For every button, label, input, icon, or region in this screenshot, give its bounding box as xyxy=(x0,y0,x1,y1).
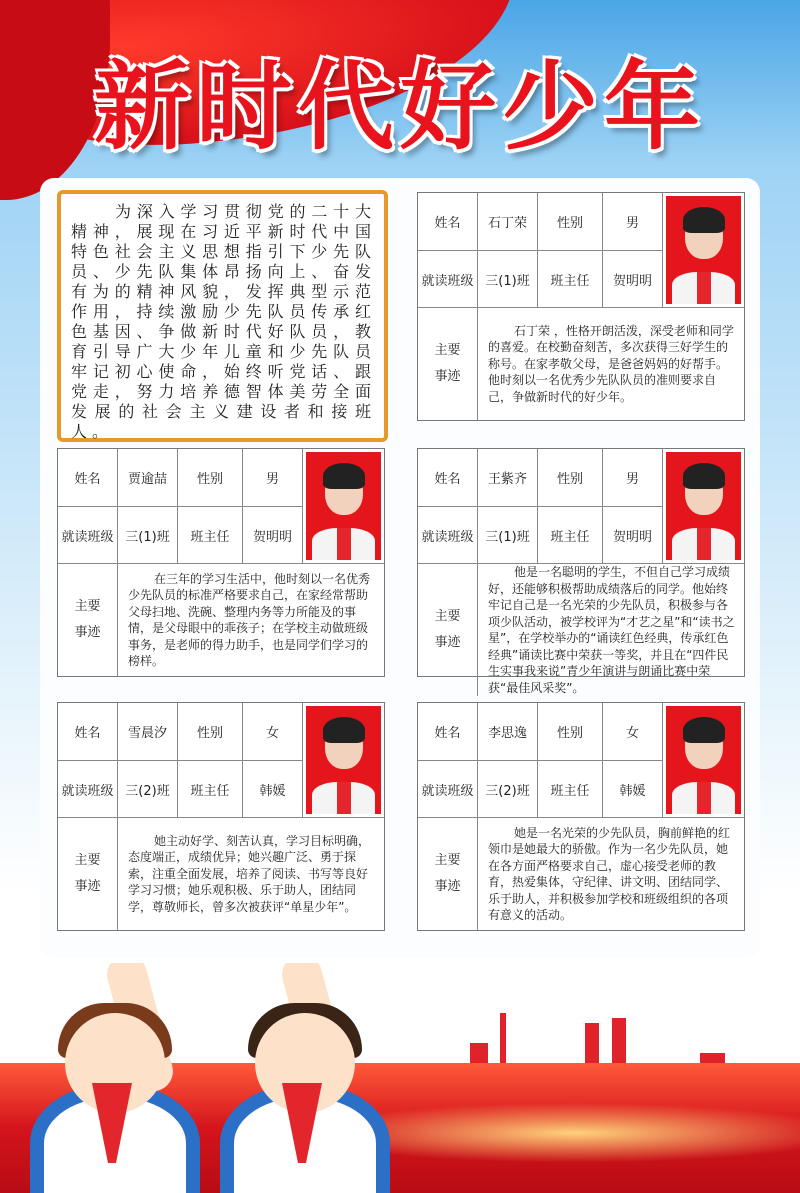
class-label: 就读班级 xyxy=(418,761,478,818)
deeds-label xyxy=(58,818,118,930)
deeds-label xyxy=(58,564,118,676)
student-class: 三(2)班 xyxy=(478,761,538,818)
student-class: 三(1)班 xyxy=(478,251,538,308)
gender-label: 性别 xyxy=(178,703,243,761)
gender-label: 性别 xyxy=(538,449,603,507)
saluting-boy xyxy=(210,963,400,1193)
student-photo xyxy=(663,449,744,564)
gender-label: 性别 xyxy=(178,449,243,507)
name-label: 姓名 xyxy=(418,703,478,761)
teacher-name: 韩媛 xyxy=(243,761,303,818)
deeds-text: 她是一名光荣的少先队员，胸前鲜艳的红领巾是她最大的骄傲。作为一名少先队员，她在各方面严格要求自己，虚心接受老师的教育，热爱集体，守纪律、讲文明、团结同学、乐于助人，并积极参加学校和班级组织的各项有意义的活动。 xyxy=(488,825,731,922)
name-label: 姓名 xyxy=(58,703,118,761)
name-label: 姓名 xyxy=(58,449,118,507)
name-label: 姓名 xyxy=(418,449,478,507)
student-name: 李思逸 xyxy=(478,703,538,761)
intro-text: 为深入学习贯彻党的二十大精神，展现在习近平新时代中国特色社会主义思想指引下少先队员、少先队集体昂扬向上、奋发有为的精神风貌，发挥典型示范作用，持续激励少先队员传承红色基因、争做新时代好队员，教育引导广大少年儿童和少先队员牢记初心使命，始终听党话、跟党走，努力培养德智体美劳全面发展的社会主义建设者和接班人。 xyxy=(57,190,388,442)
student-card xyxy=(57,448,385,677)
deeds-label-line2: 事迹 xyxy=(434,635,461,650)
student-deeds xyxy=(118,818,384,930)
student-photo xyxy=(303,703,384,818)
student-class: 三(1)班 xyxy=(478,507,538,564)
student-gender: 男 xyxy=(603,193,663,251)
student-card xyxy=(417,448,745,695)
student-card xyxy=(57,702,385,931)
deeds-text: 她主动好学、刻苦认真，学习目标明确，态度端正，成绩优异；她兴趣广泛、勇于探索，注重全面发展，培养了阅读、书写等良好学习习惯；她乐观积极、乐于助人，团结同学，尊敬师长，曾多次被获评“单星少年”。 xyxy=(128,833,371,914)
deeds-label-line2: 事迹 xyxy=(434,369,461,384)
name-label: 姓名 xyxy=(418,193,478,251)
teacher-label: 班主任 xyxy=(538,507,603,564)
deeds-label-line2: 事迹 xyxy=(74,879,101,894)
student-name: 贾逾喆 xyxy=(118,449,178,507)
student-gender: 男 xyxy=(243,449,303,507)
deeds-label-line2: 事迹 xyxy=(434,879,461,894)
deeds-label-line1: 主要 xyxy=(74,853,101,868)
student-name: 石丁荣 xyxy=(478,193,538,251)
student-name: 王紫齐 xyxy=(478,449,538,507)
student-photo xyxy=(303,449,384,564)
deeds-label-line1: 主要 xyxy=(74,599,101,614)
student-gender: 男 xyxy=(603,449,663,507)
gender-label: 性别 xyxy=(538,193,603,251)
student-card xyxy=(417,702,745,931)
deeds-label xyxy=(418,564,478,696)
deeds-text: 他是一名聪明的学生，不但自己学习成绩好，还能够积极帮助成绩落后的同学。他始终牢记自己是一名光荣的少先队员，积极参与各项少队活动，被学校评为“才艺之星”和“读书之星”，在学校举办的“诵读红色经典，传承红色经典”诵读比赛中荣获一等奖，并且在“四件民生实事我来说”青少年演讲与朗诵比赛中荣获“最佳风采奖”。 xyxy=(488,565,735,695)
deeds-label xyxy=(418,818,478,930)
class-label: 就读班级 xyxy=(418,507,478,564)
student-photo xyxy=(663,703,744,818)
student-class: 三(1)班 xyxy=(118,507,178,564)
teacher-name: 贺明明 xyxy=(603,507,663,564)
poster-title: 新时代好少年 xyxy=(94,51,706,163)
student-photo xyxy=(663,193,744,308)
teacher-name: 韩媛 xyxy=(603,761,663,818)
teacher-name: 贺明明 xyxy=(603,251,663,308)
teacher-label: 班主任 xyxy=(178,507,243,564)
deeds-text: 石丁荣 ，性格开朗活泼，深受老师和同学的喜爱。在校勤奋刻苦，多次获得三好学生的称号。在家孝敬父母，是爸爸妈妈的好帮手。他时刻以一名优秀少先队队员的准则要求自己，争做新时代的好少年。 xyxy=(488,323,734,404)
student-name: 雪晨汐 xyxy=(118,703,178,761)
student-deeds xyxy=(478,564,744,696)
deeds-label xyxy=(418,308,478,420)
deeds-label-line1: 主要 xyxy=(434,853,461,868)
gender-label: 性别 xyxy=(538,703,603,761)
teacher-label: 班主任 xyxy=(538,251,603,308)
deeds-label-line1: 主要 xyxy=(434,343,461,358)
deeds-label-line1: 主要 xyxy=(434,609,461,624)
student-gender: 女 xyxy=(603,703,663,761)
class-label: 就读班级 xyxy=(58,507,118,564)
teacher-name: 贺明明 xyxy=(243,507,303,564)
class-label: 就读班级 xyxy=(418,251,478,308)
student-card xyxy=(417,192,745,421)
teacher-label: 班主任 xyxy=(538,761,603,818)
student-class: 三(2)班 xyxy=(118,761,178,818)
student-deeds xyxy=(118,564,384,676)
student-deeds xyxy=(478,308,744,420)
saluting-girl xyxy=(20,963,210,1193)
class-label: 就读班级 xyxy=(58,761,118,818)
deeds-text: 在三年的学习生活中，他时刻以一名优秀少先队员的标准严格要求自己，在家经常帮助父母扫地、洗碗、整理内务等力所能及的事情，是父母眼中的乖孩子；在学校主动做班级事务，是老师的得力助手，也是同学们学习的榜样。 xyxy=(128,571,371,668)
student-deeds xyxy=(478,818,744,930)
teacher-label: 班主任 xyxy=(178,761,243,818)
bottom-illustration xyxy=(0,963,800,1193)
deeds-label-line2: 事迹 xyxy=(74,625,101,640)
student-gender: 女 xyxy=(243,703,303,761)
